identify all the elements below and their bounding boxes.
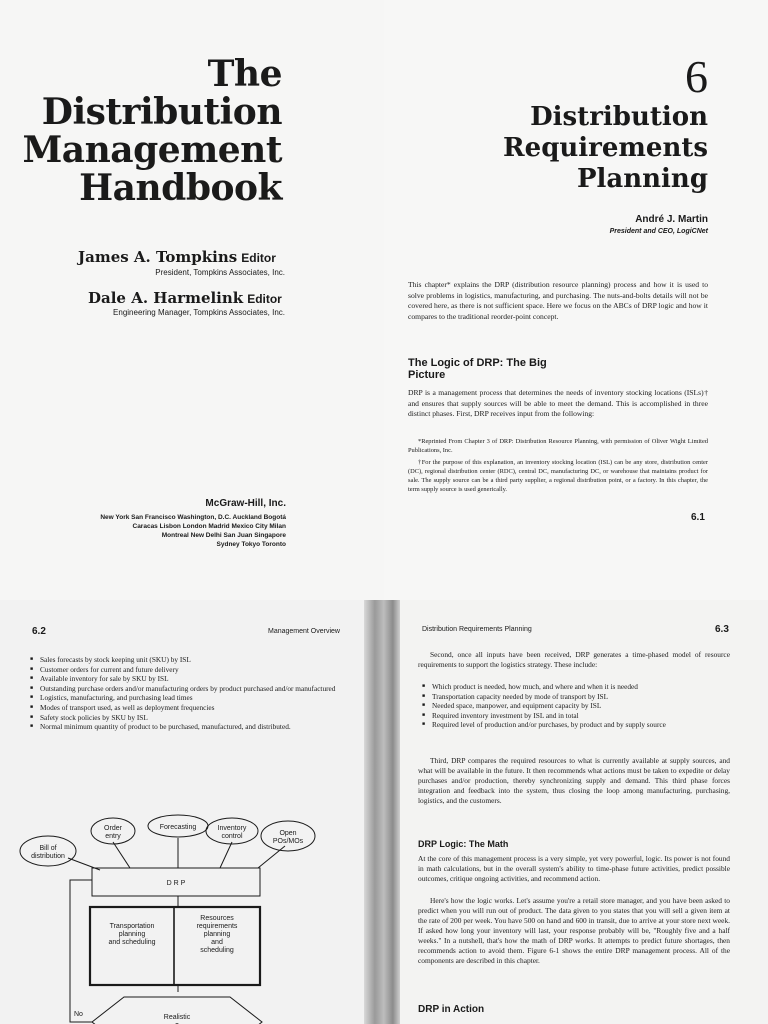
diagram-label: and scheduling bbox=[108, 939, 156, 946]
diagram-label: entry bbox=[105, 833, 121, 840]
planning-box bbox=[90, 907, 260, 985]
page-6-2 bbox=[0, 600, 364, 1024]
book-title-line: Handbook bbox=[79, 167, 282, 209]
list-item: ■ Outstanding purchase orders and/or manufacturing orders by product purchased and/or manufactured bbox=[30, 684, 345, 694]
chapter-title-line: Distribution bbox=[530, 102, 708, 132]
list-item: ■ Transportation capacity needed by mode of transport by ISL bbox=[422, 692, 742, 702]
chapter-title bbox=[503, 102, 708, 195]
book-gutter bbox=[364, 600, 400, 1024]
paragraph: Second, once all inputs have been received, DRP generates a time-phased model of resource requirements to support the logistics strategy. These include: bbox=[418, 650, 730, 669]
page-6-3 bbox=[400, 600, 768, 1024]
section-heading: The Logic of DRP: The Big Picture bbox=[408, 357, 547, 381]
list-item: ■ Required inventory investment by ISL and in total bbox=[422, 711, 742, 721]
paragraph: Here's how the logic works. Let's assume you're a retail store manager, and you have been asked to predict when you will run out of product. The data given to you states that you will sell a given item at the rate of 200 per week. You have 500 on hand and 600 in transit, due to arrive at your store next week. If asked how long your inventory will last, your response probably will be, "Roughly five and a half weeks." In a nutshell, that's how the math of DRP works. It attempts to predict future shortages, then recommends action to avoid them. Figure 6-1 shows the entire DRP management process. All of the components are described in this chapter. bbox=[418, 896, 730, 965]
paragraph: Third, DRP compares the required resources to what is currently available at supply sources, and what will be available in the future. It then recommends what actions must be taken to expedite or delay purchases and/or production, thereby synchronizing supply and demand. This third phase forces integration and feedback into the system, thus closing the loop among manufacturing, purchasing, logistics, and the customers. bbox=[418, 756, 730, 805]
diagram-label: planning bbox=[118, 931, 146, 938]
list-item: ■ Safety stock policies by SKU by ISL bbox=[30, 713, 345, 723]
diagram-label: Inventory bbox=[217, 825, 247, 832]
footnote-1: *Reprinted From Chapter 3 of DRP: Distribution Resource Planning, with permission of Oliver Wight Limited Publications, Inc. bbox=[408, 438, 708, 454]
title-page bbox=[0, 0, 384, 600]
editor-2-name: Dale A. Harmelink bbox=[88, 289, 244, 307]
section-body: DRP is a management process that determines the needs of inventory stocking locations (ISLs)† and ensures that supply sources will be able to meet the demand. This is accomplished in three distinct phases. First, DRP receives input from the following: bbox=[408, 388, 708, 418]
diagram-label: scheduling bbox=[200, 947, 234, 954]
list-item: ■ Which product is needed, how much, and where and when it is needed bbox=[422, 682, 742, 692]
list-item: ■ Customer orders for current and future delivery bbox=[30, 665, 345, 675]
editor-1-name: James A. Tompkins bbox=[78, 248, 238, 266]
list-item: ■ Normal minimum quantity of product to be purchased, manufactured, and distributed. bbox=[30, 722, 345, 732]
book-title bbox=[22, 55, 282, 207]
publisher-cities bbox=[40, 513, 286, 549]
list-item: ■ Modes of transport used, as well as deployment frequencies bbox=[30, 703, 345, 713]
diagram-label: control bbox=[221, 833, 243, 840]
diagram-label: Order bbox=[104, 825, 122, 832]
input-bullet-list bbox=[30, 655, 345, 732]
drp-process-diagram bbox=[0, 810, 364, 1024]
cities-line: Caracas Lisbon London Madrid Mexico City Milan bbox=[132, 523, 286, 530]
chapter-author: André J. Martin bbox=[635, 214, 708, 225]
diagram-label: Realistic bbox=[163, 1014, 191, 1021]
editor-2-affiliation: Engineering Manager, Tompkins Associates, Inc. bbox=[113, 308, 285, 317]
chapter-title-line: Requirements bbox=[503, 133, 708, 163]
list-item: ■ Needed space, manpower, and equipment capacity by ISL bbox=[422, 701, 742, 711]
diagram-label: Transportation bbox=[109, 923, 155, 930]
diagram-label: and bbox=[211, 939, 223, 946]
diagram-label: Forecasting bbox=[159, 824, 197, 831]
book-title-line: The bbox=[207, 53, 282, 95]
section-heading: DRP in Action bbox=[418, 1004, 485, 1015]
diagram-label: Open bbox=[279, 830, 297, 837]
page-number: 6.1 bbox=[691, 512, 705, 523]
diagram-label: Resources bbox=[200, 915, 234, 922]
diagram-label: distribution bbox=[31, 853, 65, 860]
chapter-number: 6 bbox=[685, 51, 708, 102]
running-head: Distribution Requirements Planning bbox=[422, 626, 532, 633]
book-title-line: Distribution bbox=[41, 91, 282, 133]
section-heading: DRP Logic: The Math bbox=[418, 839, 509, 849]
editor-1-affiliation: President, Tompkins Associates, Inc. bbox=[155, 268, 285, 277]
book-title-line: Management bbox=[22, 129, 282, 171]
page-number: 6.3 bbox=[715, 624, 729, 635]
diagram-label: D R P bbox=[166, 880, 186, 887]
diagram-label: POs/MOs bbox=[272, 838, 304, 845]
cities-line: New York San Francisco Washington, D.C. Auckland Bogotá bbox=[100, 514, 286, 521]
diagram-label: planning bbox=[203, 931, 231, 938]
editor-1 bbox=[78, 248, 298, 267]
footnotes bbox=[408, 437, 708, 494]
publisher: McGraw-Hill, Inc. bbox=[205, 498, 286, 509]
list-item: ■ Logistics, manufacturing, and purchasing lead times bbox=[30, 693, 345, 703]
diagram-label: No bbox=[74, 1011, 83, 1018]
chapter-page bbox=[384, 0, 768, 600]
chapter-author-role: President and CEO, LogiCNet bbox=[609, 228, 708, 235]
diagram-label: Bill of bbox=[39, 845, 57, 852]
cities-line: Sydney Tokyo Toronto bbox=[216, 541, 286, 548]
page-number: 6.2 bbox=[32, 626, 46, 637]
diagram-label: requirements bbox=[196, 923, 238, 930]
chapter-title-line: Planning bbox=[576, 164, 708, 194]
editor-2-role: Editor bbox=[247, 292, 282, 306]
cities-line: Montreal New Delhi San Juan Singapore bbox=[161, 532, 286, 539]
chapter-intro: This chapter* explains the DRP (distribution resource planning) process and how it is used to solve problems in logistics, manufacturing, and purchasing. The nuts-and-bolts details will not be covered here, as there is not sufficient space. Here we focus on the ABCs of DRP logic and how it compares to the traditional reorder-point concept. bbox=[408, 280, 708, 321]
list-item: ■ Sales forecasts by stock keeping unit (SKU) by ISL bbox=[30, 655, 345, 665]
paragraph: At the core of this management process is a very simple, yet very powerful, logic. Its power is not found in math calculations, but in the overall system's ability to time-phase future activities, predict possible outcomes, critique ongoing activities, and recommend action. bbox=[418, 854, 730, 883]
list-item: ■ Required level of production and/or purchases, by product and by supply source bbox=[422, 720, 742, 730]
requirements-bullet-list bbox=[422, 682, 742, 730]
editor-1-role: Editor bbox=[241, 251, 276, 265]
list-item: ■ Available inventory for sale by SKU by ISL bbox=[30, 674, 345, 684]
editor-2 bbox=[88, 289, 308, 308]
running-head: Management Overview bbox=[268, 628, 340, 635]
footnote-2: †For the purpose of this explanation, an inventory stocking location (ISL) can be any store, distribution center (DC), regional distribution center (RDC), central DC, manufacturing DC, or warehouse that maintains product for sale. The supply source can be a third party supplier, a regional distribution point, or a factory. In this chapter, the term supply source is used generically. bbox=[408, 459, 708, 493]
